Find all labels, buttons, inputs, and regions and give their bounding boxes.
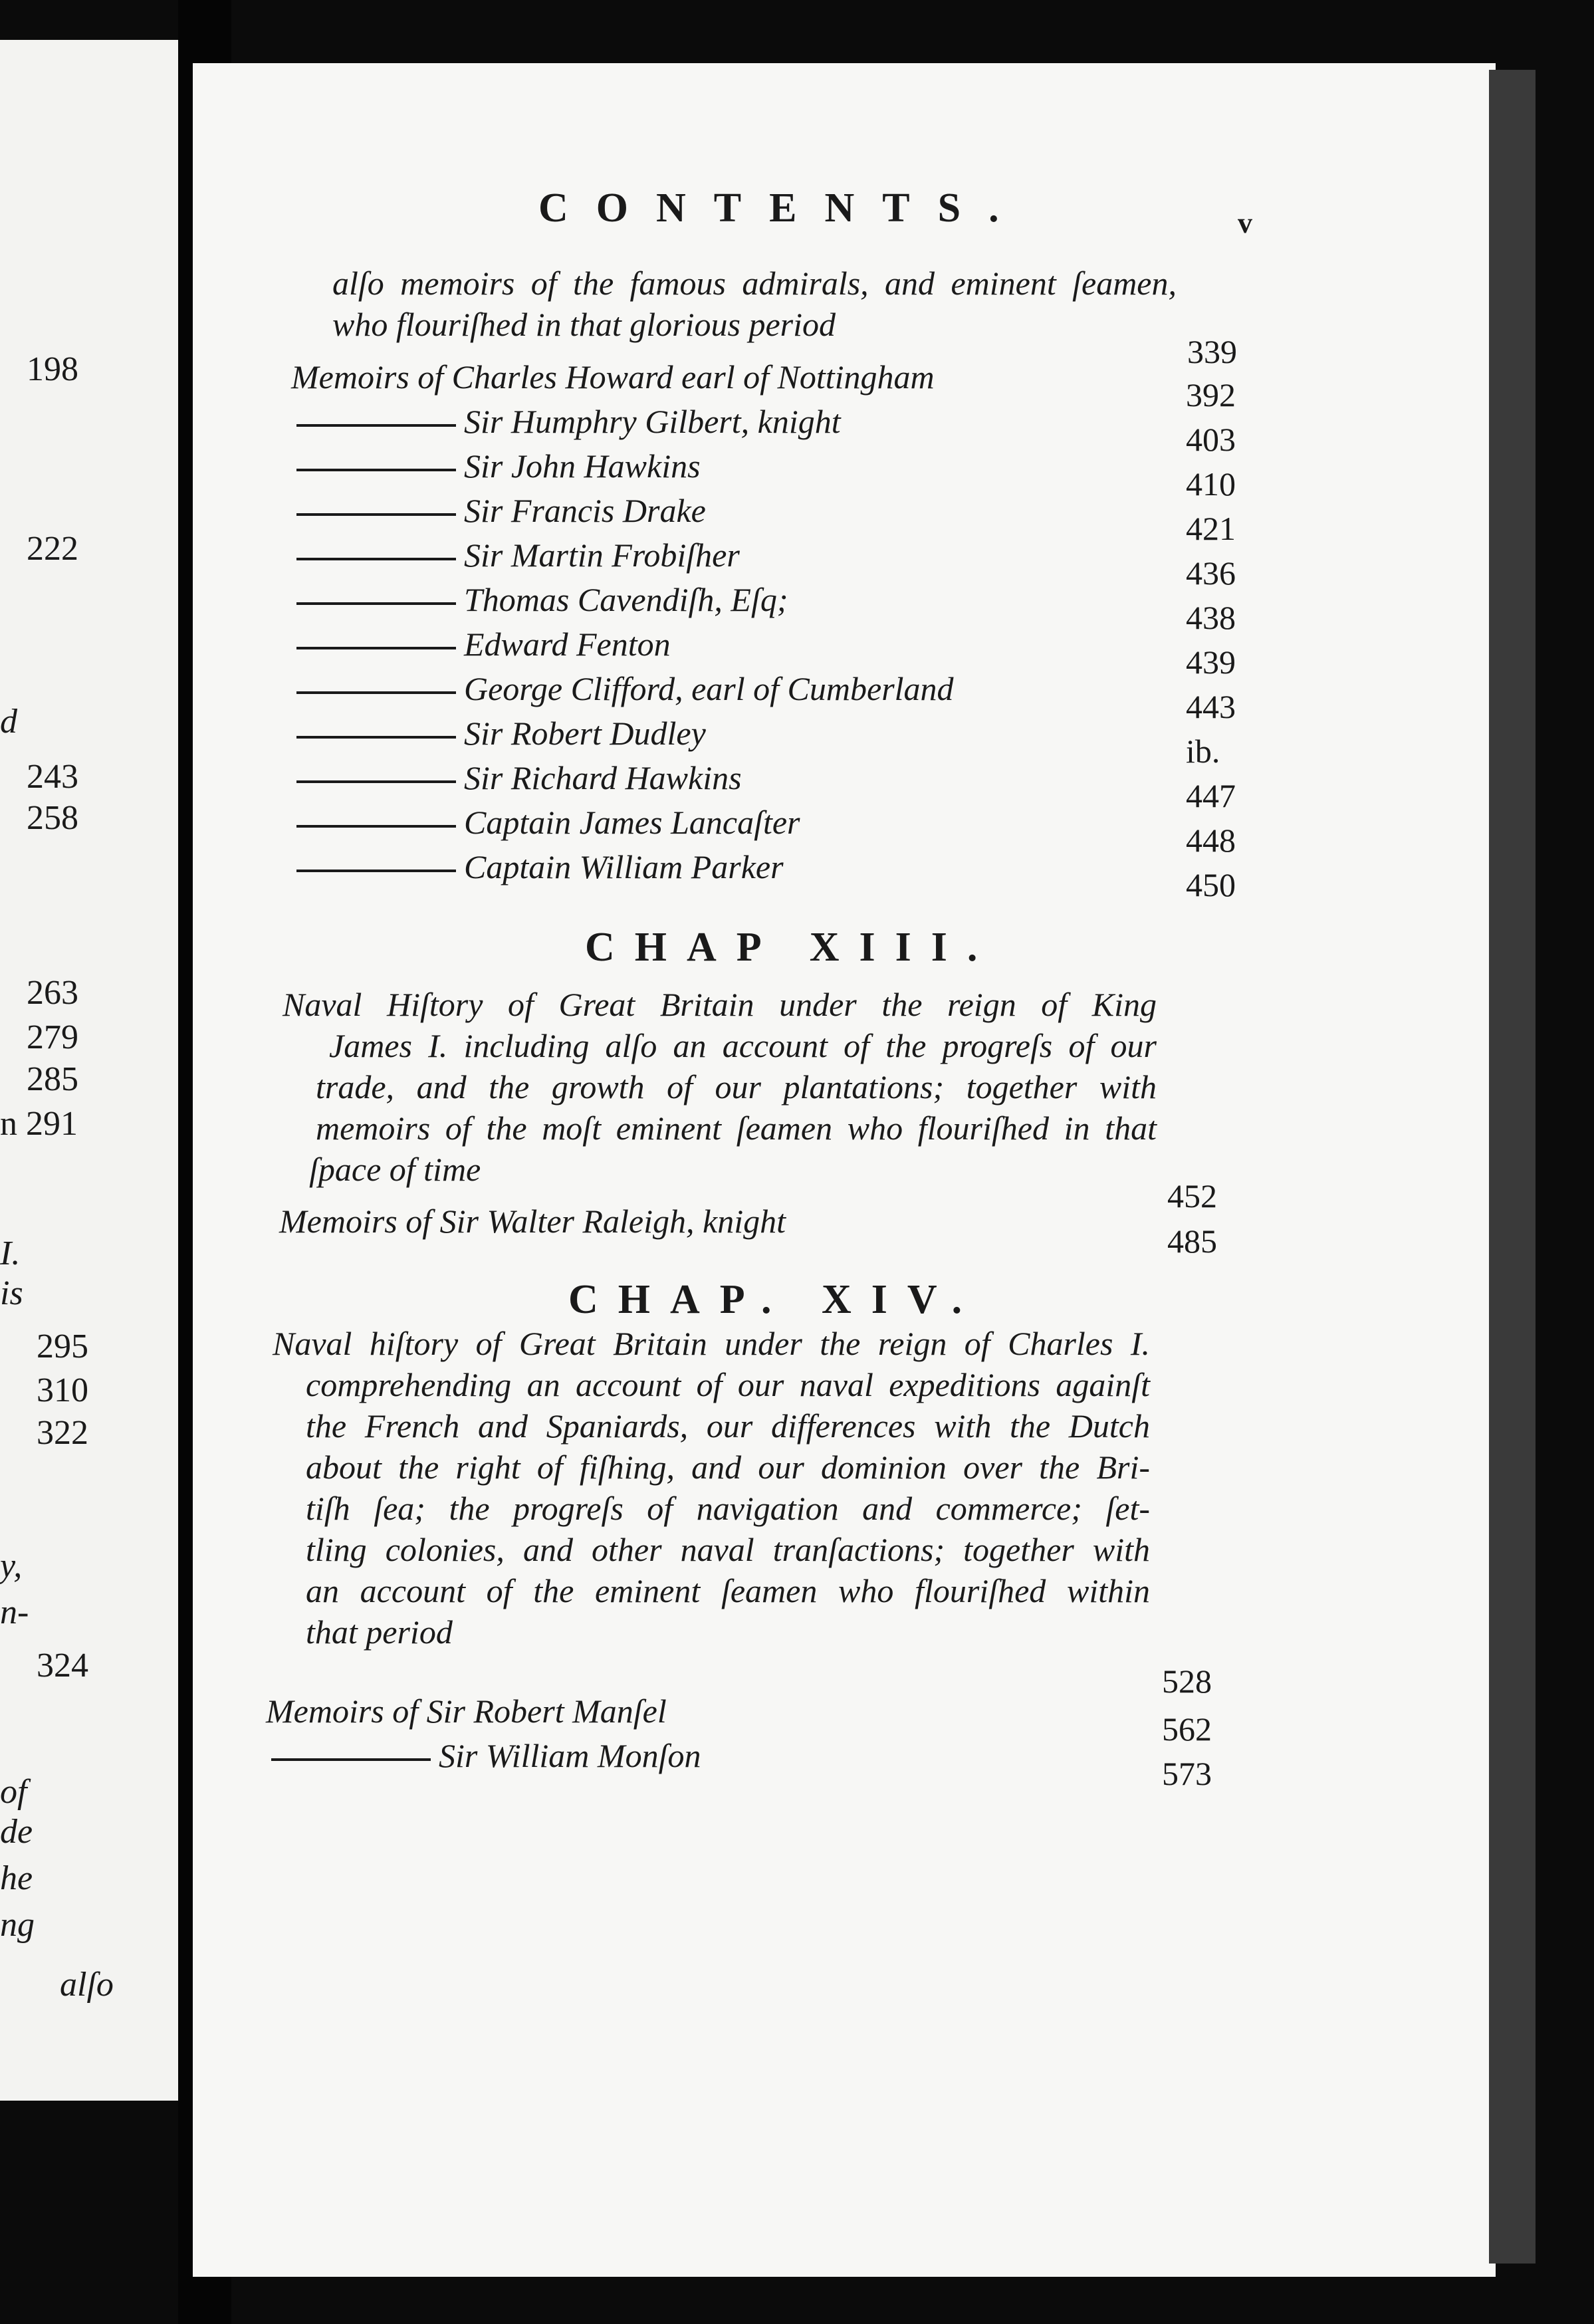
facing-page-fragment: I. bbox=[0, 1234, 21, 1272]
ditto-dash bbox=[296, 691, 456, 694]
summary-line: trade, and the growth of our plantations; together with bbox=[316, 1068, 1157, 1105]
intro-line: alſo memoirs of the famous admirals, and eminent ſeamen, bbox=[332, 265, 1177, 302]
ditto-dash bbox=[296, 558, 456, 560]
ditto-dash bbox=[296, 602, 456, 605]
facing-page-number: 324 bbox=[37, 1647, 88, 1685]
page-number: 562 bbox=[1162, 1710, 1212, 1748]
summary-line: the French and Spaniards, our differences with the Dutch bbox=[306, 1407, 1150, 1445]
facing-page-fragment: of bbox=[0, 1773, 27, 1811]
summary-line: about the right of fiſhing, and our dominion over the Bri- bbox=[306, 1449, 1150, 1486]
facing-page-fragment: alſo bbox=[60, 1966, 114, 2004]
facing-page-fragment: ng bbox=[0, 1906, 35, 1944]
page-number: 448 bbox=[1186, 822, 1236, 859]
contents-entry bbox=[271, 1736, 701, 1775]
entry-title: George Clifford, earl of Cumberland bbox=[464, 670, 954, 707]
facing-page-number: 279 bbox=[27, 1018, 78, 1056]
ditto-dash bbox=[271, 1758, 431, 1761]
page-number: 410 bbox=[1186, 465, 1236, 503]
entry-title: Sir William Monſon bbox=[439, 1737, 701, 1774]
contents-entry bbox=[296, 669, 954, 708]
contents-entry bbox=[291, 358, 935, 396]
summary-line: an account of the eminent ſeamen who flouriſhed within bbox=[306, 1572, 1150, 1609]
facing-page-fragment: is bbox=[0, 1274, 23, 1312]
intro-line: who flouriſhed in that glorious period bbox=[332, 306, 836, 343]
page-number: 573 bbox=[1162, 1755, 1212, 1792]
page-folio: v bbox=[1238, 207, 1252, 239]
page-number: 450 bbox=[1186, 866, 1236, 903]
summary-line: ſpace of time bbox=[309, 1151, 481, 1188]
entry-title: Thomas Cavendiſh, Eſq; bbox=[464, 581, 788, 618]
chapter-heading: CHAP. XIV. bbox=[568, 1277, 982, 1322]
summary-line: Naval hiſtory of Great Britain under the reign of Charles I. bbox=[273, 1325, 1150, 1362]
facing-page-fragment: de bbox=[0, 1813, 33, 1851]
facing-page-fragment: y, bbox=[0, 1547, 23, 1585]
ditto-dash bbox=[296, 825, 456, 828]
contents-entry bbox=[296, 803, 800, 842]
summary-line: that period bbox=[306, 1613, 453, 1651]
contents-entry bbox=[266, 1692, 667, 1730]
summary-line: tiſh ſea; the progreſs of navigation and commerce; ſet- bbox=[306, 1490, 1150, 1527]
entry-title: Sir Humphry Gilbert, knight bbox=[464, 403, 841, 440]
entry-title: Sir Richard Hawkins bbox=[464, 759, 742, 796]
facing-page-number: 222 bbox=[27, 530, 78, 568]
facing-page-number: 322 bbox=[37, 1414, 88, 1452]
ditto-dash bbox=[296, 469, 456, 471]
facing-page-number: 198 bbox=[27, 350, 78, 388]
facing-page-number: 295 bbox=[37, 1328, 88, 1365]
entry-title: Captain James Lancaſter bbox=[464, 804, 800, 841]
page-number: 447 bbox=[1186, 777, 1236, 814]
entry-title: Sir Martin Frobiſher bbox=[464, 536, 740, 574]
page-edge bbox=[1489, 70, 1536, 2264]
summary-line: tling colonies, and other naval tranſactions; together with bbox=[306, 1531, 1150, 1568]
entry-title: Captain William Parker bbox=[464, 848, 784, 885]
facing-page-number: 263 bbox=[27, 974, 78, 1012]
contents-entry bbox=[296, 491, 706, 530]
entry-title: Sir Francis Drake bbox=[464, 492, 706, 529]
entry-title: Memoirs of Sir Robert Manſel bbox=[266, 1692, 667, 1730]
ditto-dash bbox=[296, 736, 456, 739]
running-title: CONTENTS. bbox=[538, 185, 1027, 231]
entry-title: Memoirs of Charles Howard earl of Nottingham bbox=[291, 358, 935, 396]
facing-page-number: 310 bbox=[37, 1371, 88, 1409]
contents-entry bbox=[296, 758, 742, 797]
contents-entry bbox=[296, 848, 784, 886]
entry-title: Edward Fenton bbox=[464, 626, 671, 663]
ditto-dash bbox=[296, 513, 456, 516]
ditto-dash bbox=[296, 647, 456, 649]
ditto-dash bbox=[296, 424, 456, 427]
page-number: 438 bbox=[1186, 599, 1236, 636]
chapter-summary bbox=[283, 984, 1157, 1190]
summary-line: James I. including alſo an account of the progreſs of our bbox=[329, 1027, 1157, 1064]
facing-page-number: 258 bbox=[27, 799, 78, 837]
contents-entry bbox=[296, 536, 740, 574]
page-number: 392 bbox=[1186, 376, 1236, 413]
page-number: 339 bbox=[1187, 333, 1237, 370]
chapter-heading: CHAP XIII. bbox=[585, 925, 998, 970]
facing-page-number: 285 bbox=[27, 1060, 78, 1098]
intro-paragraph bbox=[332, 263, 1177, 345]
facing-page-fragment: he bbox=[0, 1859, 33, 1897]
contents-entry bbox=[296, 625, 671, 663]
chapter-summary bbox=[273, 1323, 1150, 1653]
entry-title: Memoirs of Sir Walter Raleigh, knight bbox=[279, 1203, 786, 1240]
contents-entry bbox=[296, 402, 841, 441]
page-number: ib. bbox=[1186, 733, 1220, 770]
entry-title: Sir Robert Dudley bbox=[464, 715, 706, 752]
contents-entry bbox=[296, 714, 706, 753]
summary-line: memoirs of the moſt eminent ſeamen who flouriſhed in that bbox=[316, 1109, 1157, 1147]
page-number: 403 bbox=[1186, 421, 1236, 458]
contents-entry bbox=[296, 580, 788, 619]
page-number: 436 bbox=[1186, 554, 1236, 592]
page-number: 443 bbox=[1186, 688, 1236, 725]
facing-page-number: 243 bbox=[27, 758, 78, 796]
page-number: 452 bbox=[1167, 1177, 1217, 1215]
entry-title: Sir John Hawkins bbox=[464, 447, 701, 485]
page-number: 485 bbox=[1167, 1222, 1217, 1260]
ditto-dash bbox=[296, 780, 456, 783]
summary-line: comprehending an account of our naval expeditions againſt bbox=[306, 1366, 1150, 1403]
contents-entry bbox=[296, 447, 701, 485]
ditto-dash bbox=[296, 870, 456, 872]
page-number: 528 bbox=[1162, 1663, 1212, 1700]
facing-page-fragment: d bbox=[0, 703, 17, 741]
contents-entry bbox=[279, 1202, 786, 1240]
page-number: 439 bbox=[1186, 643, 1236, 681]
facing-page-number: n 291 bbox=[0, 1105, 78, 1143]
facing-page-fragment: n- bbox=[0, 1593, 29, 1631]
page-number: 421 bbox=[1186, 510, 1236, 547]
summary-line: Naval Hiſtory of Great Britain under the reign of King bbox=[283, 986, 1157, 1023]
